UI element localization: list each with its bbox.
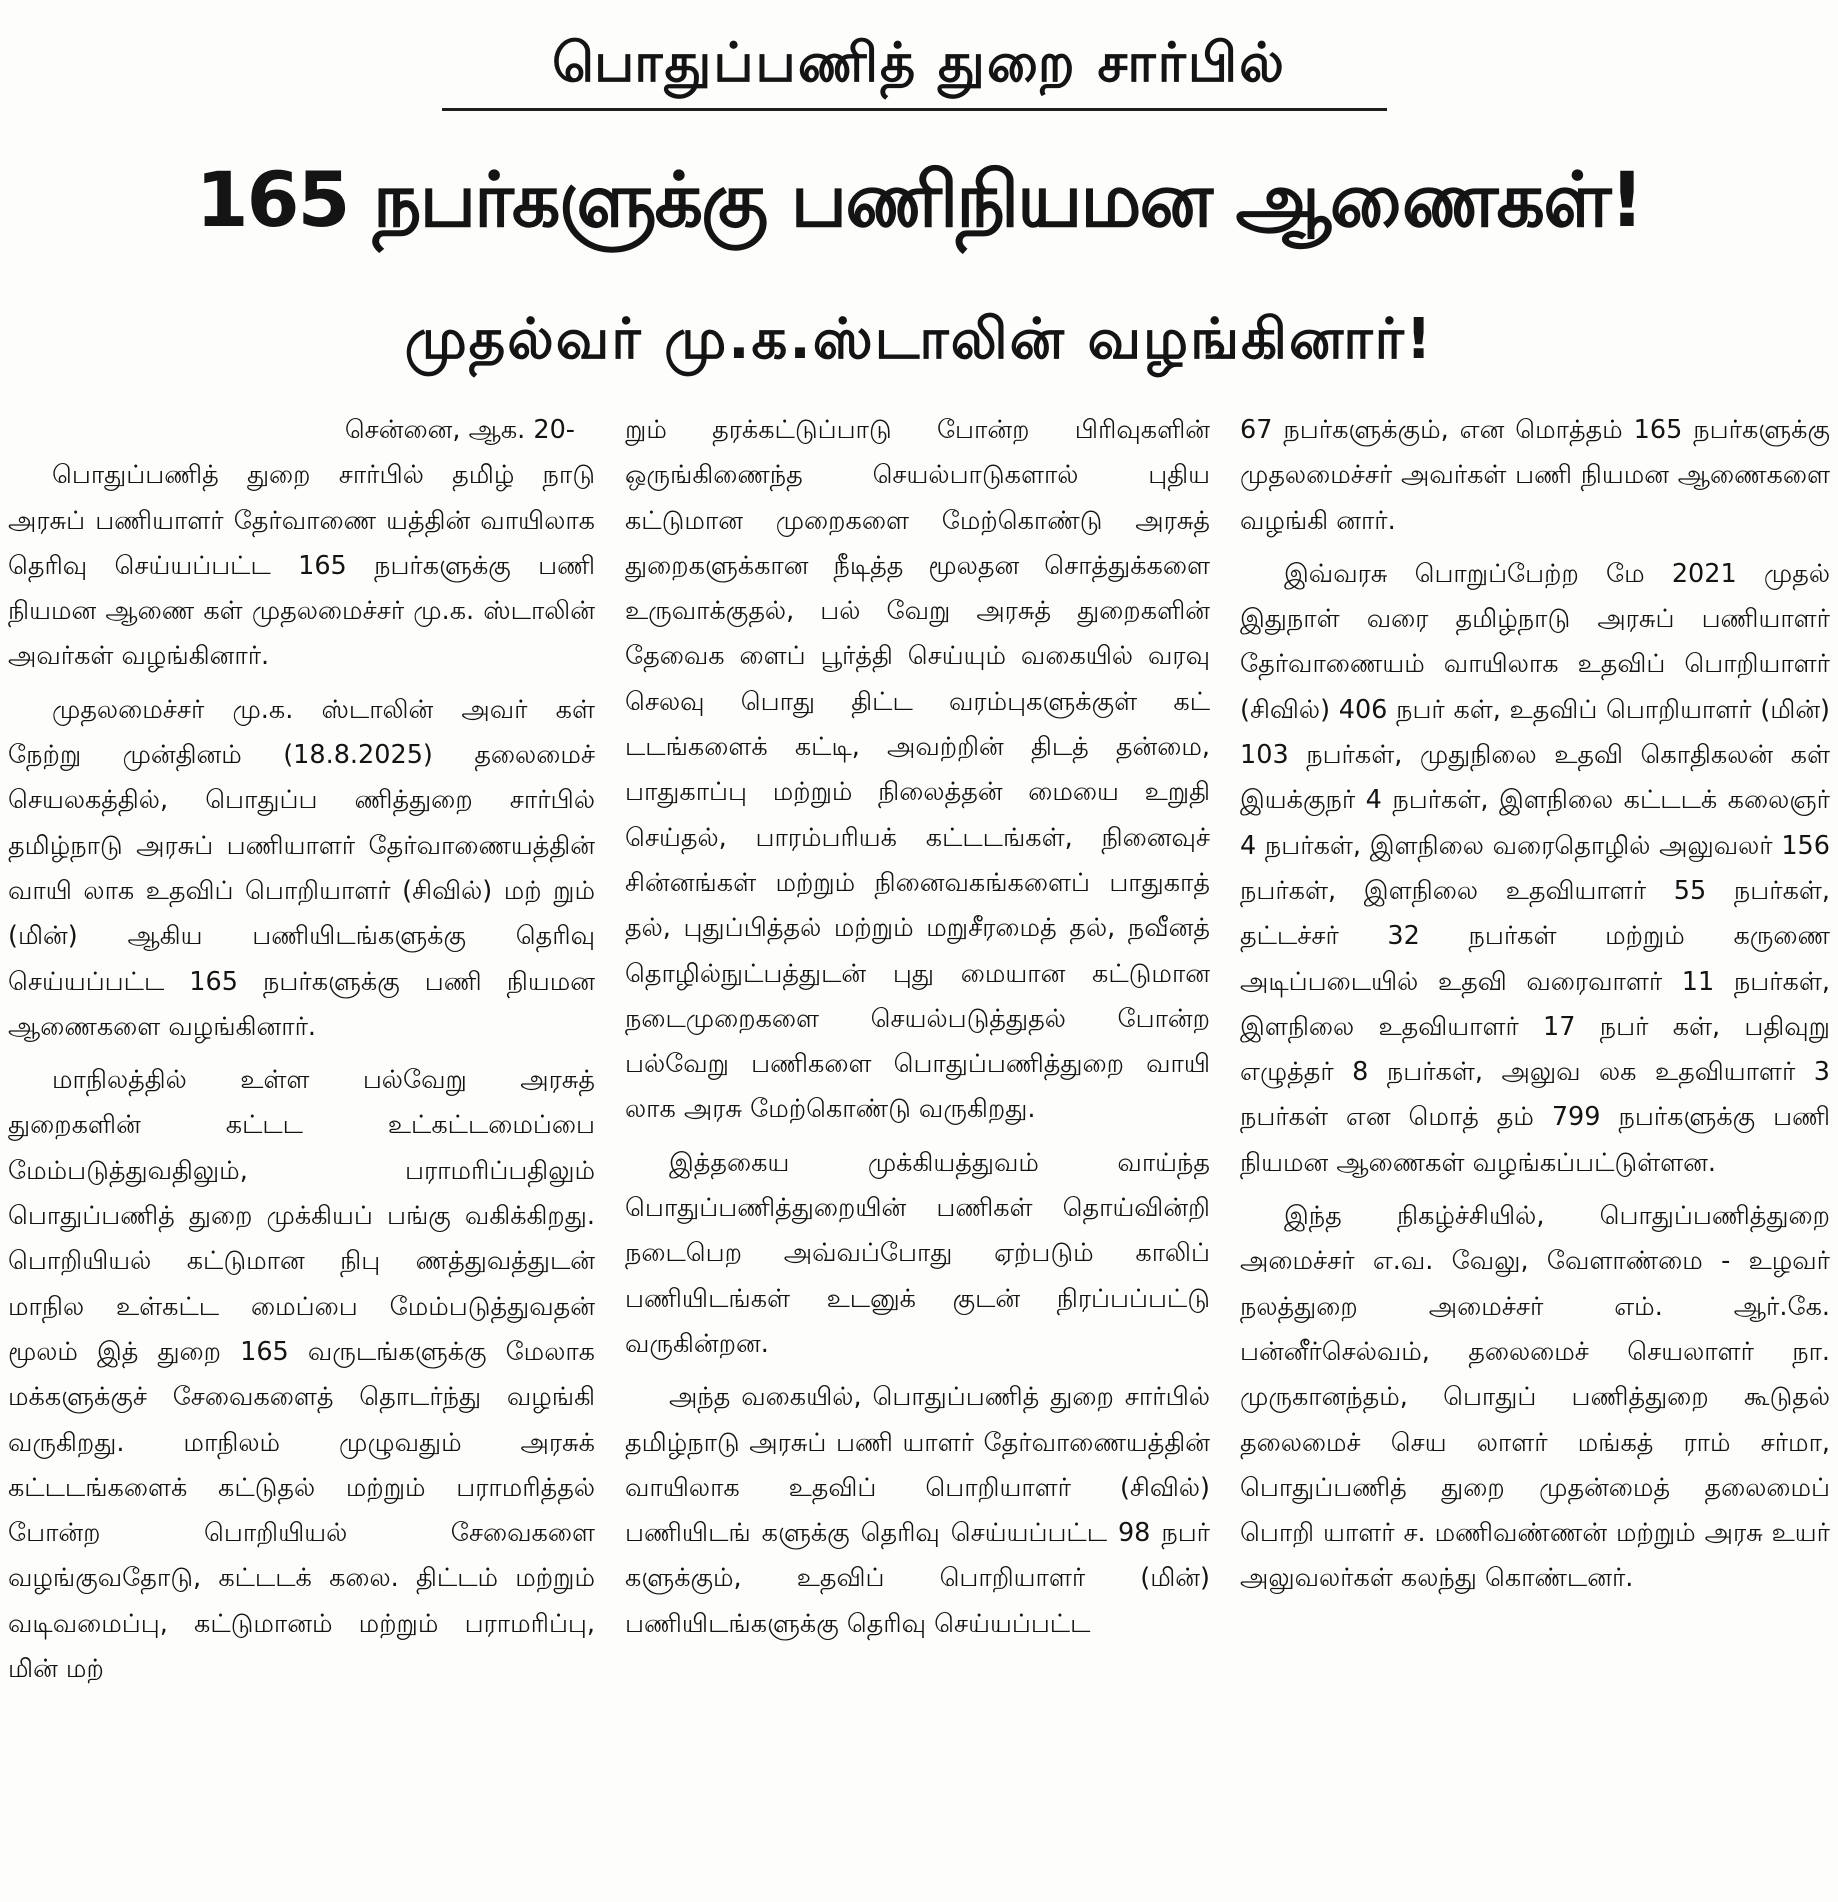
headline: 165 நபர்களுக்கு பணிநியமன ஆணைகள்! xyxy=(195,155,1643,244)
paragraph: அந்த வகையில், பொதுப்பணித் துறை சார்பில் தமிழ்நாடு அரசுப் பணி யாளர் தேர்வாணையத்தின் வாயிலாக உதவிப் பொறியாளர் (சிவில்) பணியிடங் களுக்கு தெரிவு செய்யப்பட்ட 98 நபர் களுக்கும், உதவிப் பொறியாளர் (மின்) பணியிடங்களுக்கு தெரிவு செய்யப்பட்ட xyxy=(625,1382,1210,1639)
paragraph: இவ்வரசு பொறுப்பேற்ற மே 2021 முதல் இதுநாள் வரை தமிழ்நாடு அரசுப் பணியாளர் தேர்வாணையம் வாயிலாக உதவிப் பொறியாளர் (சிவில்) 406 நபர் கள், உதவிப் பொறியாளர் (மின்) 103 நபர்கள், முதுநிலை உதவி கொதிகலன் கள் இயக்குநர் 4 நபர்கள், இளநிலை கட்டடக் கலைஞர் 4 நபர்கள், இளநிலை வரைதொழில் அலுவலர் 156 நபர்கள், இளநிலை உதவியாளர் 55 நபர்கள், தட்டச்சர் 32 நபர்கள் மற்றும் கருணை அடிப்படையில் உதவி வரைவாளர் 11 நபர்கள், இளநிலை உதவியாளர் 17 நபர் கள், பதிவுறு எழுத்தர் 8 நபர்கள், அலுவ லக உதவியாளர் 3 நபர்கள் என மொத் தம் 799 நபர்களுக்கு பணி நியமன ஆணைகள் வழங்கப்பட்டுள்ளன. xyxy=(1240,558,1830,1178)
paragraph: முதலமைச்சர் மு.க. ஸ்டாலின் அவர் கள் நேற்று முன்தினம் (18.8.2025) தலைமைச் செயலகத்தில், பொதுப்ப ணித்துறை சார்பில் தமிழ்நாடு அரசுப் பணியாளர் தேர்வாணையத்தின் வாயி லாக உதவிப் பொறியாளர் (சிவில்) மற் றும் (மின்) ஆகிய பணியிடங்களுக்கு தெரிவு செய்யப்பட்ட 165 நபர்களுக்கு பணி நியமன ஆணைகளை வழங்கினார். xyxy=(8,694,595,1042)
paragraph-continued: றும் தரக்கட்டுப்பாடு போன்ற பிரிவுகளின் ஒருங்கிணைந்த செயல்பாடுகளால் புதிய கட்டுமான முறைகளை மேற்கொண்டு அரசுத் துறைகளுக்கான நீடித்த மூலதன சொத்துக்களை உருவாக்குதல், பல் வேறு அரசுத் துறைகளின் தேவைக ளைப் பூர்த்தி செய்யும் வகையில் வரவு செலவு பொது திட்ட வரம்புகளுக்குள் கட் டடங்களைக் கட்டி, அவற்றின் திடத் தன்மை, பாதுகாப்பு மற்றும் நிலைத்தன் மையை உறுதி செய்தல், பாரம்பரியக் கட்டடங்கள், நினைவுச் சின்னங்கள் மற்றும் நினைவகங்களைப் பாதுகாத் தல், புதுப்பித்தல் மற்றும் மறுசீரமைத் தல், நவீனத் தொழில்நுட்பத்துடன் புது மையான கட்டுமான நடைமுறைகளை செயல்படுத்துதல் போன்ற பல்வேறு பணிகளை பொதுப்பணித்துறை வாயி லாக அரசு மேற்கொண்டு வருகிறது. xyxy=(625,415,1210,1125)
subheadline: முதல்வர் மு.க.ஸ்டாலின் வழங்கினார்! xyxy=(404,307,1434,372)
paragraph: பொதுப்பணித் துறை சார்பில் தமிழ் நாடு அரசுப் பணியாளர் தேர்வாணை யத்தின் வாயிலாக தெரிவு செய்யப்பட்ட 165 நபர்களுக்கு பணி நியமன ஆணை கள் முதலமைச்சர் மு.க. ஸ்டாலின் அவர்கள் வழங்கினார். xyxy=(8,460,595,672)
paragraph-continued: 67 நபர்களுக்கும், என மொத்தம் 165 நபர்களுக்கு முதலமைச்சர் அவர்கள் பணி நியமன ஆணைகளை வழங்கி னார். xyxy=(1240,415,1830,536)
dateline: சென்னை, ஆக. 20- xyxy=(344,415,575,445)
kicker-underline xyxy=(442,108,1387,111)
article-column-3 xyxy=(1240,408,1830,1894)
paragraph: மாநிலத்தில் உள்ள பல்வேறு அரசுத் துறைகளின் கட்டட உட்கட்டமைப்பை மேம்படுத்துவதிலும், பராமரிப்பதிலும் பொதுப்பணித் துறை முக்கியப் பங்கு வகிக்கிறது. பொறியியல் கட்டுமான நிபு ணத்துவத்துடன் மாநில உள்கட்ட மைப்பை மேம்படுத்துவதன் மூலம் இத் துறை 165 வருடங்களுக்கு மேலாக மக்களுக்குச் சேவைகளைத் தொடர்ந்து வழங்கி வருகிறது. மாநிலம் முழுவதும் அரசுக் கட்டடங்களைக் கட்டுதல் மற்றும் பராமரித்தல் போன்ற பொறியியல் சேவைகளை வழங்குவதோடு, கட்டடக் கலை. திட்டம் மற்றும் வடிவமைப்பு, கட்டுமானம் மற்றும் பராமரிப்பு, மின் மற் xyxy=(8,1065,595,1685)
paragraph: இத்தகைய முக்கியத்துவம் வாய்ந்த பொதுப்பணித்துறையின் பணிகள் தொய்வின்றி நடைபெற அவ்வப்போது ஏற்படும் காலிப் பணியிடங்கள் உடனுக் குடன் நிரப்பப்பட்டு வருகின்றன. xyxy=(625,1147,1210,1359)
article-column-2 xyxy=(625,408,1210,1894)
paragraph: இந்த நிகழ்ச்சியில், பொதுப்பணித்துறை அமைச்சர் எ.வ. வேலு, வேளாண்மை - உழவர் நலத்துறை அமைச்சர் எம். ஆர்.கே. பன்னீர்செல்வம், தலைமைச் செயலாளர் நா. முருகானந்தம், பொதுப் பணித்துறை கூடுதல் தலைமைச் செய லாளர் மங்கத் ராம் சர்மா, பொதுப்பணித் துறை முதன்மைத் தலைமைப் பொறி யாளர் ச. மணிவண்ணன் மற்றும் அரசு உயர் அலுவலர்கள் கலந்து கொண்டனர். xyxy=(1240,1201,1830,1594)
kicker-heading: பொதுப்பணித் துறை சார்பில் xyxy=(552,31,1286,94)
article-column-1 xyxy=(8,408,595,1894)
